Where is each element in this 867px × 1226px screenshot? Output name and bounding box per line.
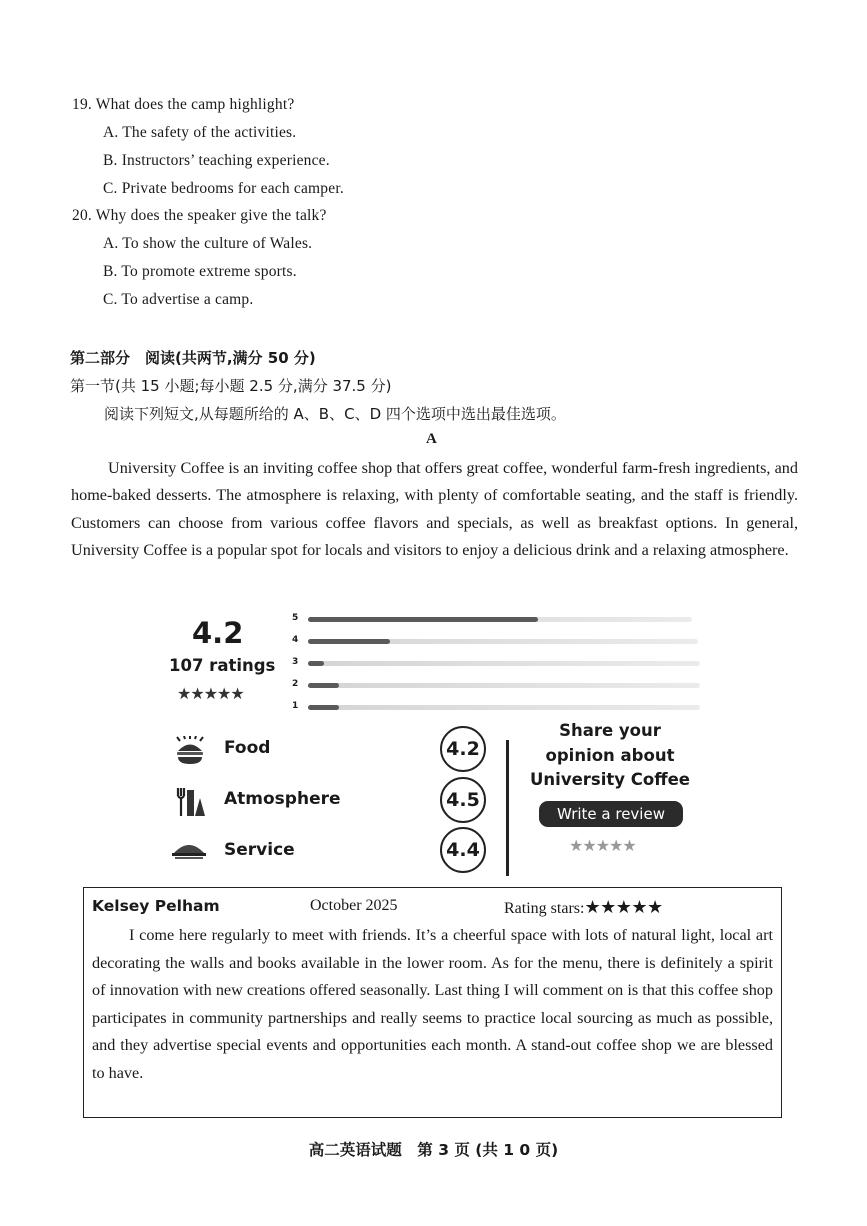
bar-track-5 (308, 617, 692, 622)
review-rating-label: Rating stars: (504, 900, 585, 917)
question-19-option-c: C. Private bedrooms for each camper. (103, 180, 344, 197)
bar-fill-4 (308, 639, 390, 644)
divider (506, 740, 509, 876)
passage-label: A (426, 431, 437, 447)
review-card (83, 887, 782, 1118)
review-author: Kelsey Pelham (92, 897, 220, 915)
category-food-label: Food (224, 738, 271, 758)
section-title: 第二部分 阅读(共两节,满分 50 分) (70, 349, 316, 367)
review-date: October 2025 (310, 897, 398, 914)
question-20-option-a: A. To show the culture of Wales. (103, 235, 313, 252)
review-rating-stars: ★★★★★ (584, 897, 663, 917)
bar-fill-5 (308, 617, 538, 622)
bar-track-3 (308, 661, 700, 666)
bar-fill-3 (308, 661, 324, 666)
rating-widget (160, 608, 720, 878)
bar-fill-1 (308, 705, 339, 710)
food-score-badge: 4.2 (440, 726, 486, 772)
empty-star-input[interactable]: ★★★★★ (569, 836, 636, 855)
bar-track-4 (308, 639, 698, 644)
question-20-option-b: B. To promote extreme sports. (103, 263, 297, 280)
review-text: I come here regularly to meet with friends. It’s a cheerful space with lots of natural light, local art decorating the walls and books available in the lower room. As for the menu, there is definitely a spirit of innovation with new creations offered seasonally. Last thing I will comment on is that this coffee shop participates in community partnerships and really seems to practice local sourcing as much as possible, and they advertise special events and opportunities each month. A stand-out coffee shop we are blessed to have. (92, 926, 773, 1082)
bar-track-2 (308, 683, 700, 688)
ratings-count: 107 ratings (169, 656, 276, 675)
question-19-stem: 19. What does the camp highlight? (72, 96, 295, 113)
share-line-3: University Coffee (530, 770, 690, 789)
passage-text: University Coffee is an inviting coffee shop that offers great coffee, wonderful farm-fresh ingredients, and home-baked desserts. The atmosphere is relaxing, with plenty of comfortable seating, and the staff is friendly. Customers can choose from various coffee flavors and specials, as well as breakfast options. In general, University Coffee is a popular spot for locals and visitors to enjoy a delicious drink and a relaxing atmosphere. (71, 459, 798, 559)
bar-label-4: 4 (292, 635, 299, 645)
category-service-label: Service (224, 840, 295, 860)
section-subtitle: 第一节(共 15 小题;每小题 2.5 分,满分 37.5 分) (70, 377, 392, 395)
review-rating (504, 897, 663, 918)
bar-label-1: 1 (292, 701, 299, 711)
question-19-option-a: A. The safety of the activities. (103, 124, 297, 141)
overall-stars: ★★★★★ (177, 684, 244, 703)
question-19-option-b: B. Instructors’ teaching experience. (103, 152, 330, 169)
utensils-icon (174, 786, 208, 818)
share-prompt (522, 719, 698, 793)
category-atmosphere-label: Atmosphere (224, 789, 341, 809)
serving-dish-icon (171, 840, 207, 860)
bar-label-5: 5 (292, 613, 299, 623)
overall-rating: 4.2 (192, 616, 244, 650)
service-score-badge: 4.4 (440, 827, 486, 873)
bar-fill-2 (308, 683, 339, 688)
question-20-stem: 20. Why does the speaker give the talk? (72, 207, 327, 224)
bar-label-3: 3 (292, 657, 299, 667)
section-instruction: 阅读下列短文,从每题所给的 A、B、C、D 四个选项中选出最佳选项。 (104, 405, 566, 423)
share-line-2: opinion about (545, 745, 675, 765)
rating-breakdown (292, 613, 702, 723)
bar-label-2: 2 (292, 679, 299, 689)
burger-icon (172, 736, 208, 766)
question-20-option-c: C. To advertise a camp. (103, 291, 254, 308)
share-line-1: Share your (559, 721, 661, 740)
write-review-button[interactable]: Write a review (539, 801, 683, 827)
bar-track-1 (308, 705, 700, 710)
atmosphere-score-badge: 4.5 (440, 777, 486, 823)
page-footer: 高二英语试题 第 3 页 (共 1 0 页) (308, 1141, 559, 1159)
